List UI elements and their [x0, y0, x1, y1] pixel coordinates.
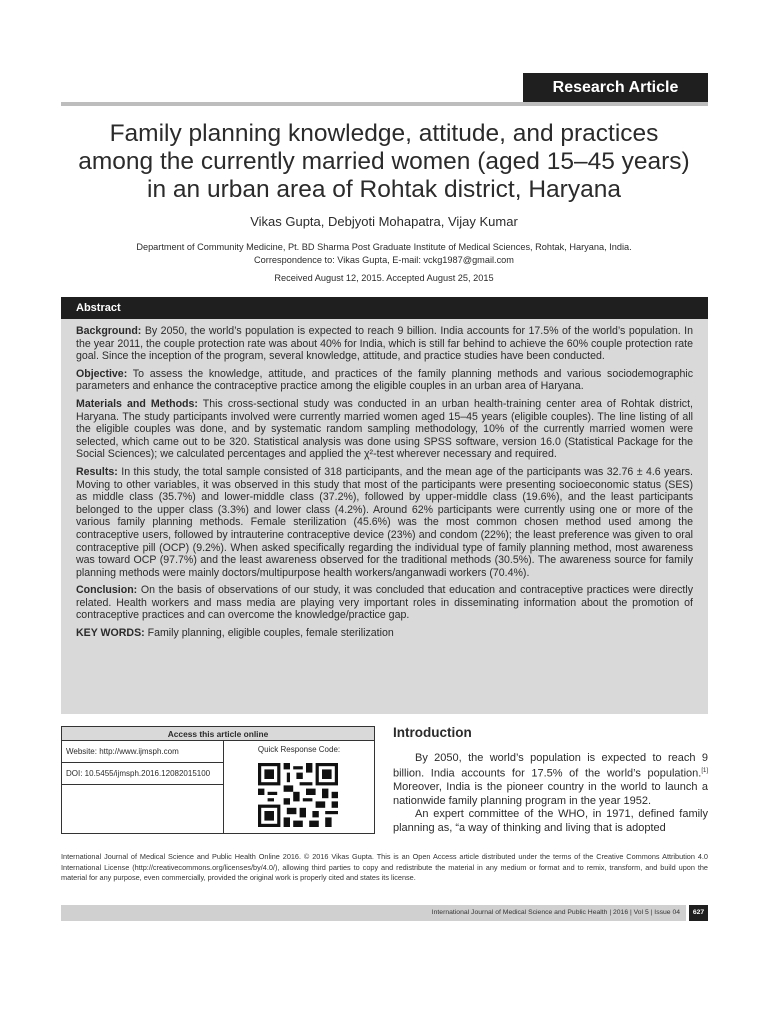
section-label: Objective: — [76, 367, 128, 380]
qr-label: Quick Response Code: — [257, 745, 341, 754]
license-note: International Journal of Medical Science and Public Health Online 2016. © 2016 Vikas Gupta. This is an Open Access article distributed under the terms of the Creative Commons Attribution 4.0 International License (http://creativecommons.org/licenses/by/4.0/), allowing third parties to copy and redistribute the material in any medium or format and to remix, transform, and build upon the material for any purpose, even commercially, provided the original work is properly cited and states its license. — [61, 852, 708, 882]
intro-paragraph — [393, 752, 708, 808]
citation-link[interactable]: [1] — [701, 768, 708, 775]
abstract-conclusion — [76, 584, 693, 622]
introduction-heading: Introduction — [393, 725, 472, 740]
received-dates: Received August 12, 2015. Accepted August 25, 2015 — [274, 273, 494, 283]
abstract-methods — [76, 398, 693, 461]
section-label: KEY WORDS: — [76, 627, 145, 640]
doi-link[interactable]: DOI: 10.5455/ijmsph.2016.12082015100 — [62, 763, 223, 785]
intro-paragraph: An expert committee of the WHO, in 1971, defined family planning as, “a way of thinking and living that is adopted — [393, 808, 708, 834]
section-text: On the basis of observations of our study, it was concluded that education and contraceptive practices were directly related. Health workers and mass media are playing very important roles in disseminating information about the promotion of contraceptive practices and can overcome the knowledge/practice gap. — [76, 584, 693, 622]
website-link[interactable]: Website: http://www.ijmsph.com — [62, 741, 223, 763]
section-label: Results: — [76, 465, 118, 478]
section-text: Family planning, eligible couples, female sterilization — [144, 627, 394, 640]
abstract-results — [76, 466, 693, 579]
abstract-background — [76, 325, 693, 363]
page-number: 627 — [689, 905, 708, 921]
intro-text-b: Moreover, India is the pioneer country in the world to launch a nationwide family planning program in the year 1952. — [393, 781, 708, 807]
access-online-box — [61, 726, 375, 834]
footer-journal: International Journal of Medical Science and Public Health | 2016 | Vol 5 | Issue 04 — [61, 905, 686, 921]
abstract-objective — [76, 368, 693, 393]
qr-code-icon[interactable] — [258, 763, 338, 827]
title-line: Family planning knowledge, attitude, and practices — [109, 120, 659, 147]
section-label: Materials and Methods: — [76, 397, 198, 410]
access-links — [62, 741, 224, 833]
article-type-badge: Research Article — [523, 73, 708, 103]
correspondence: Correspondence to: Vikas Gupta, E-mail: vckg1987@gmail.com — [254, 255, 514, 265]
qr-area — [224, 741, 374, 833]
abstract-heading: Abstract — [61, 297, 708, 319]
header-rule — [61, 102, 708, 106]
section-label: Background: — [76, 325, 142, 337]
affiliation: Department of Community Medicine, Pt. BD Sharma Post Graduate Institute of Medical Sciences, Rohtak, Haryana, India. — [136, 242, 632, 252]
title-line: in an urban area of Rohtak district, Haryana — [147, 176, 621, 203]
affiliation-block — [60, 241, 708, 267]
section-text: To assess the knowledge, attitude, and practices of the family planning methods and various sociodemographic parameters and enhance the contraceptive practice among the eligible couples in an urban area of Haryana. — [76, 367, 693, 393]
title-line: among the currently married women (aged 15–45 years) — [78, 148, 690, 175]
abstract-keywords — [76, 627, 693, 640]
article-title — [40, 120, 728, 204]
introduction-body — [393, 752, 708, 835]
section-text: In this study, the total sample consisted of 318 participants, and the mean age of the participants was 32.76 ± 4.6 years. Moving to other variables, it was observed in this study that most of the participants were presenting socioeconomic status (SES) as middle class (35.7%) and lower-middle class (37.2%), followed by upper-middle class (19.6%), and the least participants belonged to the upper class (3.3%) and lower class (4.2%). Around 62% participants were currently using one or more of the various family planning methods. Female sterilization (45.6%) was the most common chosen method used among the contraceptive users, followed by intrauterine contraceptive device (23%) and condom (22%); the least preference was given to oral contraceptive pill (OCP) (9.2%). When asked specifically regarding the individual type of family planning method, most awareness was toward OCP (97.7%) and the least awareness observed for the traditional methods (30.5%). The awareness source for family planning methods were mainly doctors/multipurpose health workers/anganwadi workers (70.4%). — [76, 465, 693, 579]
abstract-body — [61, 319, 708, 714]
section-label: Conclusion: — [76, 584, 138, 597]
section-text: This cross-sectional study was conducted in an urban health-training center area of Rohtak district, Haryana. The study participants involved were currently married women aged 15–45 years (eligible couples). The line listing of all the eligible couples was done, and by systematic random sampling methodology, 10% of the currently married women were selected, which came out to be 320. Statistical analysis was done using SPSS software, version 16.0 (Statistical Package for the Social Sciences); we calculated percentages and applied the χ²-test wherever necessary and required. — [76, 397, 693, 461]
intro-text-a: By 2050, the world’s population is expected to reach 9 billion. India accounts for 17.5% of the world’s population. — [393, 752, 708, 781]
access-heading: Access this article online — [62, 727, 374, 741]
authors: Vikas Gupta, Debjyoti Mohapatra, Vijay Kumar — [250, 214, 518, 229]
section-text: By 2050, the world’s population is expected to reach 9 billion. India accounts for 17.5% of the world’s population. In the year 2011, the couple protection rate was about 40% for India, which is still far behind to achieve the 60% couple protection rate goal. Since the inception of the program, several knowledge, attitude, and practice studies have been conducted. — [76, 325, 693, 363]
